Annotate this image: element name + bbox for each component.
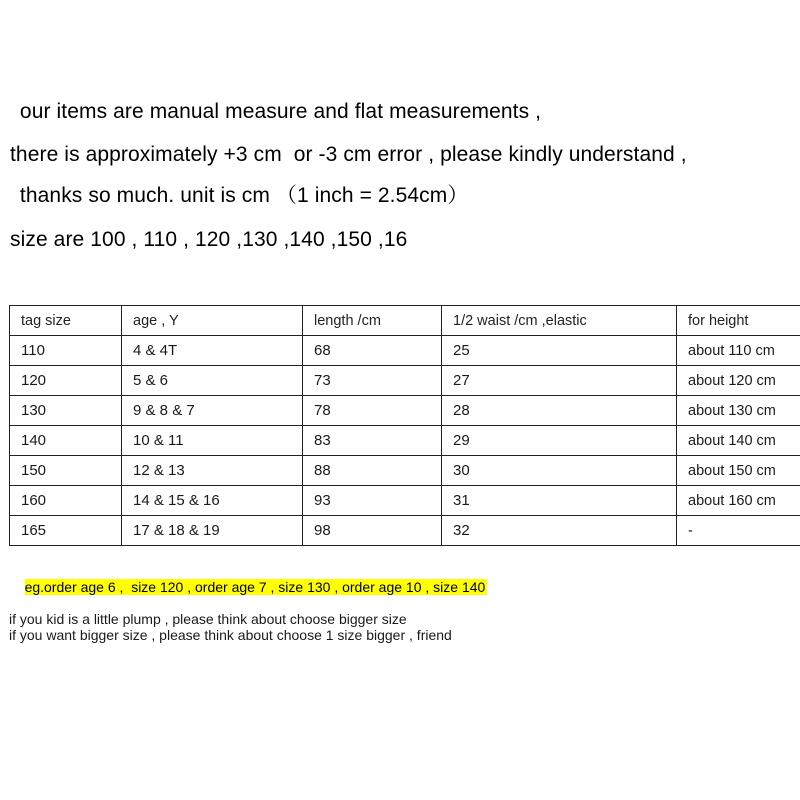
cell-for-height: about 110 cm [677, 336, 800, 366]
table-row [10, 516, 800, 546]
cell-for-height: about 150 cm [677, 456, 800, 486]
cell-tag-size: 150 [10, 456, 122, 486]
cell-age: 12 & 13 [122, 456, 303, 486]
size-chart-table [9, 305, 800, 546]
cell-for-height: about 120 cm [677, 366, 800, 396]
cell-age: 9 & 8 & 7 [122, 396, 303, 426]
header-age: age , Y [122, 306, 303, 336]
cell-half-waist: 30 [442, 456, 677, 486]
intro-line-sizes: size are 100 , 110 , 120 ,130 ,140 ,150 ,16 [10, 228, 408, 251]
cell-half-waist: 32 [442, 516, 677, 546]
cell-age: 14 & 15 & 16 [122, 486, 303, 516]
cell-tag-size: 130 [10, 396, 122, 426]
cell-length: 98 [303, 516, 442, 546]
cell-length: 73 [303, 366, 442, 396]
cell-half-waist: 31 [442, 486, 677, 516]
header-tag-size: tag size [10, 306, 122, 336]
header-for-height: for height [677, 306, 800, 336]
cell-age: 4 & 4T [122, 336, 303, 366]
table-row [10, 456, 800, 486]
note-plump-advice: if you kid is a little plump , please think about choose bigger size [9, 611, 407, 627]
intro-line-measurement: our items are manual measure and flat measurements , [14, 100, 542, 123]
cell-tag-size: 140 [10, 426, 122, 456]
intro-line-error-margin: there is approximately +3 cm or -3 cm error , please kindly understand , [10, 143, 687, 166]
size-advice-notes [9, 563, 487, 643]
header-length: length /cm [303, 306, 442, 336]
header-half-waist: 1/2 waist /cm ,elastic [442, 306, 677, 336]
note-bigger-size-advice: if you want bigger size , please think about choose 1 size bigger , friend [9, 627, 452, 643]
cell-tag-size: 110 [10, 336, 122, 366]
cell-length: 68 [303, 336, 442, 366]
cell-length: 83 [303, 426, 442, 456]
cell-length: 93 [303, 486, 442, 516]
cell-tag-size: 165 [10, 516, 122, 546]
cell-tag-size: 120 [10, 366, 122, 396]
cell-age: 10 & 11 [122, 426, 303, 456]
cell-tag-size: 160 [10, 486, 122, 516]
intro-line-unit: thanks so much. unit is cm （1 inch = 2.54cm） [14, 184, 469, 207]
table-row [10, 366, 800, 396]
cell-half-waist: 25 [442, 336, 677, 366]
cell-half-waist: 28 [442, 396, 677, 426]
table-row [10, 396, 800, 426]
cell-length: 78 [303, 396, 442, 426]
cell-age: 5 & 6 [122, 366, 303, 396]
cell-for-height: about 130 cm [677, 396, 800, 426]
table-row [10, 486, 800, 516]
table-row [10, 426, 800, 456]
cell-for-height: - [677, 516, 800, 546]
cell-half-waist: 29 [442, 426, 677, 456]
cell-for-height: about 140 cm [677, 426, 800, 456]
highlighted-order-example: eg.order age 6 , size 120 , order age 7 , size 130 , order age 10 , size 140 [24, 579, 486, 595]
table-row [10, 336, 800, 366]
cell-half-waist: 27 [442, 366, 677, 396]
cell-age: 17 & 18 & 19 [122, 516, 303, 546]
table-header-row [10, 306, 800, 336]
cell-length: 88 [303, 456, 442, 486]
cell-for-height: about 160 cm [677, 486, 800, 516]
